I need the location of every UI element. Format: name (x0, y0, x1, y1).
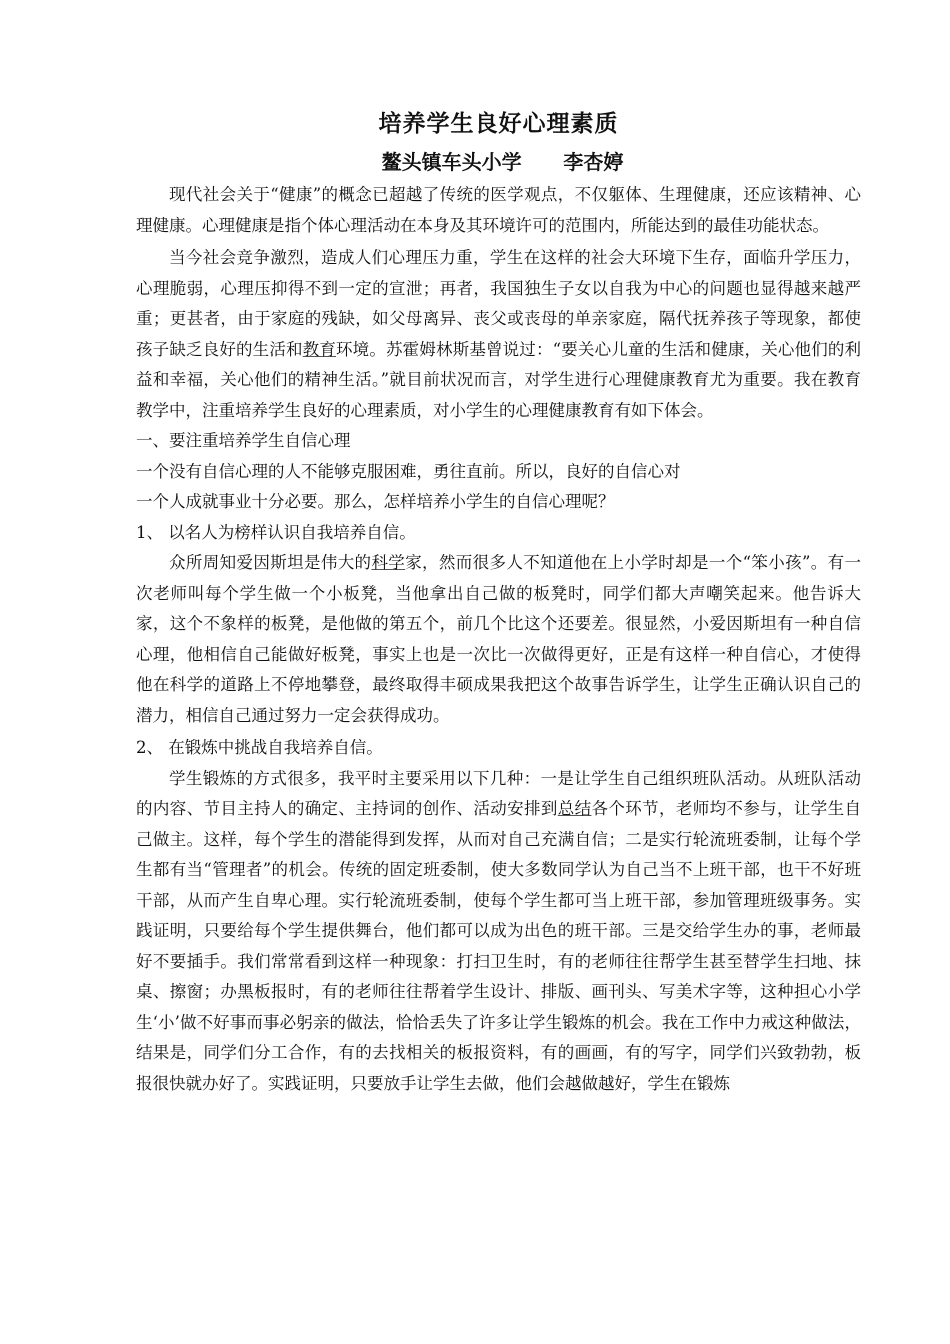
paragraph-intro: 现代社会关于“健康”的概念已超越了传统的医学观点，不仅躯体、生理健康，还应该精神、心理健康。心理健康是指个体心理活动在本身及其环境许可的范围内，所能达到的最佳功能状态。 (136, 185, 861, 235)
author-line: 鳌头镇车头小学 李杏婷 (381, 150, 624, 174)
link-science[interactable]: 科学 (371, 553, 406, 572)
text-line: 一个没有自信心理的人不能够克服困难，勇往直前。所以，良好的自信心对 (136, 461, 681, 481)
paragraph-background (136, 243, 861, 426)
document-page (136, 100, 861, 1099)
paragraph-practice (136, 764, 861, 1100)
subsection-heading-1: 1、 以名人为榜样认识自我培养自信。 (136, 522, 416, 542)
subsection-heading-2: 2、 在锻炼中挑战自我培养自信。 (136, 738, 383, 757)
document-title: 培养学生良好心理素质 (378, 111, 619, 137)
section-heading-1: 一、要注重培养学生自信心理 (136, 431, 351, 450)
paragraph-text: 环境。苏霍姆林斯基曾说过：“要关心儿童的生活和健康，关心他们的利益和幸福，关心他们的精神生活。”就目前状况而言，对学生进行心理健康教育尤为重要。我在教育教学中，注重培养学生良好的心理素质，对小学生的心理健康教育有如下体会。 (136, 339, 862, 420)
paragraph-text: 各个环节，老师均不参与，让学生自己做主。这样，每个学生的潜能得到发挥，从而对自己充满自信；二是实行轮流班委制，让每个学生都有当“管理者”的机会。传统的固定班委制，使大多数同学认为自己当不上班干部，也干不好班干部，从而产生自卑心理。实行轮流班委制，使每个学生都可当上班干部，参加管理班级事务。实践证明，只要给每个学生提供舞台，他们都可以成为出色的班干部。三是交给学生办的事，老师最好不要插手。我们常常看到这样一种现象：打扫卫生时，有的老师往往帮学生甚至替学生扫地、抹桌、擦窗；办黑板报时，有的老师往往帮着学生设计、排版、画刊头、写美术字等，这种担心小学生‘小’做不好事而事必躬亲的做法，恰恰丢失了许多让学生锻炼的机会。我在工作中力戒这种做法，结果是，同学们分工合作，有的去找相关的板报资料，有的画画，有的写字，同学们兴致勃勃，板报很快就办好了。实践证明，只要放手让学生去做，他们会越做越好，学生在锻炼 (136, 799, 862, 1093)
paragraph-text: 家，然而很多人不知道他在上小学时却是一个“笨小孩”。有一次老师叫每个学生做一个小板凳，当他拿出自己做的板凳时，同学们都大声嘲笑起来。他告诉大家，这个不象样的板凳，是他做的第五个，前几个比这个还要差。很显然，小爱因斯坦有一种自信心理，他相信自己能做好板凳，事实上也是一次比一次做得更好，正是有这样一种自信心，才使得他在科学的道路上不停地攀登，最终取得丰硕成果我把这个故事告诉学生，让学生正确认识自己的潜力，相信自己通过努力一定会获得成功。 (136, 553, 862, 725)
paragraph-text: 学生锻炼的方式很多，我平时主要采用以下几种：一是让学生自己组织班队活动。从班队活动的内容、节目主持人的确定、主持词的创作、活动安排到 (136, 768, 861, 818)
paragraph-text: 众所周知爱因斯坦是伟大的 (169, 553, 372, 572)
paragraph-text: 当今社会竞争激烈，造成人们心理压力重，学生在这样的社会大环境下生存，面临升学压力，心理脆弱，心理压抑得不到一定的宣泄；再者，我国独生子女以自我为中心的问题也显得越来越严重；更甚者，由于家庭的残缺，如父母离异、丧父或丧母的单亲家庭，隔代抚养孩子等现象，都使孩子缺乏良好的生活和 (136, 248, 861, 359)
link-summary[interactable]: 总结 (557, 799, 592, 818)
paragraph-einstein (136, 548, 861, 731)
text-line: 一个人成就事业十分必要。那么，怎样培养小学生的自信心理呢？ (136, 492, 615, 511)
link-education[interactable]: 教育 (302, 339, 336, 359)
